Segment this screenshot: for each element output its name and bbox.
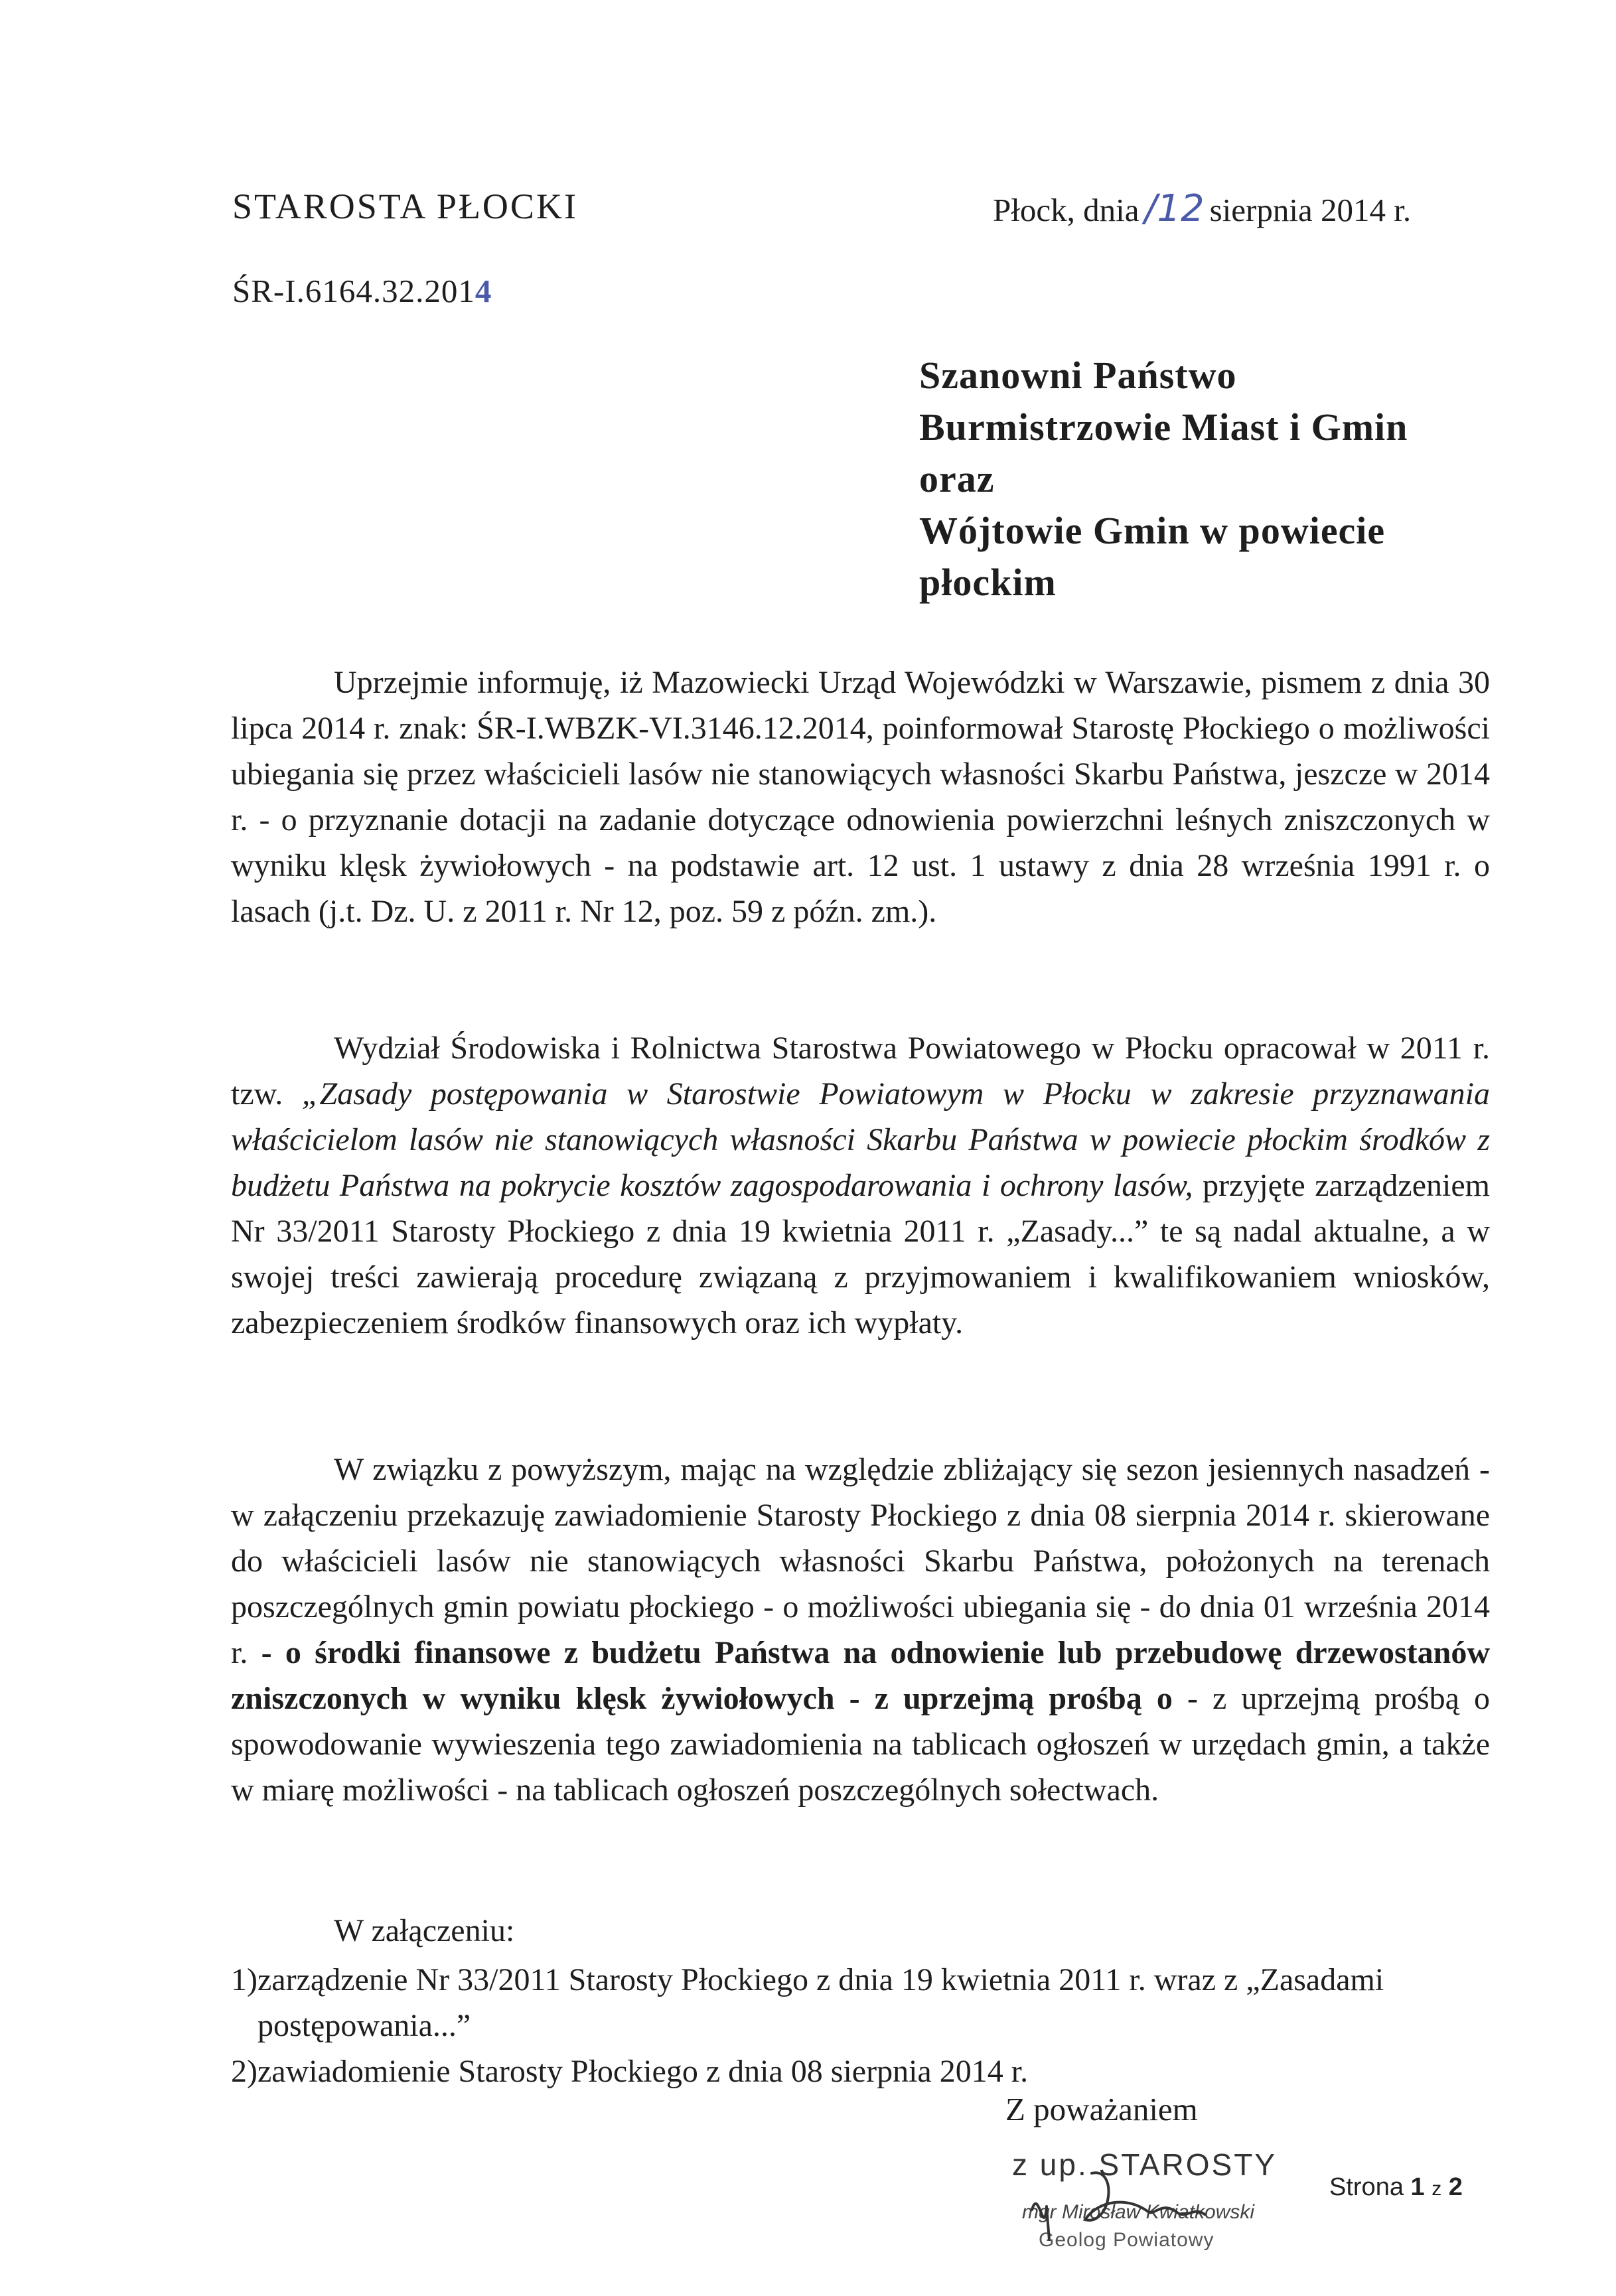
attachment-text: zarządzenie Nr 33/2011 Starosty Płockiego z dnia 19 kwietnia 2011 r. wraz z „Zasadami postępowania...” xyxy=(257,1962,1384,2043)
page-separator: z xyxy=(1432,2178,1442,2200)
p3-end: - z uprzejmą prośbą o spowodowanie wywieszenia tego zawiadomienia na tablicach ogłoszeń w urzędach gmin, a także w miarę możliwości - na tablicach ogłoszeń poszczególnych sołectwach. xyxy=(231,1681,1491,1808)
p3-bold: - o środki finansowe z budżetu Państwa na odnowienie lub przebudowę drzewostanów zniszczonych w wyniku klęsk żywiołowych - z uprzejmą prośbą o xyxy=(231,1635,1490,1716)
closing-salutation: Z poważaniem xyxy=(1005,2091,1198,2127)
attachments-label: W załączeniu: xyxy=(334,1913,515,1948)
reference-text: ŚR-I.6164.32.201 xyxy=(232,273,475,309)
handwritten-day: /12 xyxy=(1144,187,1205,230)
reference-number xyxy=(232,272,492,310)
paragraph-3 xyxy=(231,1447,1490,1813)
recipients-block xyxy=(919,350,1408,609)
recipient-line: oraz xyxy=(919,457,995,500)
page-number xyxy=(1329,2173,1463,2202)
attachment-number: 2) xyxy=(231,2054,257,2089)
recipient-line: Szanowni Państwo xyxy=(919,354,1237,397)
recipient-line: płockim xyxy=(919,561,1057,604)
letter-date xyxy=(993,187,1411,230)
reference-handwritten-digit: 4 xyxy=(475,273,492,309)
signature-stamp xyxy=(1012,2147,1324,2279)
attachment-item xyxy=(231,1957,1490,2048)
stamp-authority: z up. STAROSTY xyxy=(1012,2147,1278,2182)
attachment-item xyxy=(231,2048,1490,2094)
p2-start: Wydział Środowiska i Rolnictwa Starostwa Powiatowego w Płocku opracował w 2011 r. tzw. xyxy=(231,1031,1490,1112)
paragraph-1-text: Uprzejmie informuję, iż Mazowiecki Urząd Wojewódzki w Warszawie, pismem z dnia 30 lipca 2014 r. znak: ŚR-I.WBZK-VI.3146.12.2014, poinformował Starostę Płockiego o możliwości ubiegania się przez właścicieli lasów nie stanowiących własności Skarbu Państwa, jeszcze w 2014 r. - o przyznanie dotacji na zadanie dotyczące odnowienia powierzchni leśnych zniszczonych w wyniku klęsk żywiołowych - na podstawie art. 12 ust. 1 ustawy z dnia 28 września 1991 r. o lasach (j.t. Dz. U. z 2011 r. Nr 12, poz. 59 z późn. zm.). xyxy=(231,665,1490,929)
handwritten-signature xyxy=(1012,2147,1324,2279)
recipient-line: Burmistrzowie Miast i Gmin xyxy=(919,405,1408,449)
date-suffix: sierpnia 2014 r. xyxy=(1209,192,1412,228)
attachment-number: 1) xyxy=(231,1962,257,1997)
p3-start: W związku z powyższym, mając na względzie zbliżający się sezon jesiennych nasadzeń - w załączeniu przekazuję zawiadomienie Starosty Płockiego z dnia 08 sierpnia 2014 r. skierowane do właścicieli lasów nie stanowiących własności Skarbu Państwa, położonych na terenach poszczególnych gmin powiatu płockiego - o możliwości ubiegania się - do dnia 01 września 2014 r. xyxy=(231,1452,1490,1670)
paragraph-1 xyxy=(231,660,1490,934)
p2-quoted-title: „Zasady postępowania w Starostwie Powiatowym w Płocku w zakresie przyznawania właścicielom lasów nie stanowiących własności Skarbu Państwa w powiecie płockim środków z budżetu Państwa na pokrycie kosztów zagospodarowania i ochrony lasów, xyxy=(231,1076,1490,1203)
sender-heading: STAROSTA PŁOCKI xyxy=(232,186,578,226)
attachment-text: zawiadomienie Starosty Płockiego z dnia 08 sierpnia 2014 r. xyxy=(257,2054,1029,2089)
date-prefix: Płock, dnia xyxy=(993,192,1139,228)
attachments-list xyxy=(231,1957,1490,2094)
paragraph-2 xyxy=(231,1025,1490,1346)
stamp-title: Geolog Powiatowy xyxy=(1039,2229,1214,2251)
paragraph-2-text xyxy=(231,1025,1490,1346)
paragraph-3-text xyxy=(231,1447,1490,1813)
p2-end: przyjęte zarządzeniem Nr 33/2011 Starosty Płockiego z dnia 19 kwietnia 2011 r. „Zasady...” te są nadal aktualne, a w swojej treści zawierają procedurę związaną z przyjmowaniem i kwalifikowaniem wniosków, zabezpieczeniem środków finansowych oraz ich wypłaty. xyxy=(231,1168,1491,1340)
stamp-name: mgr Mirosław Kwiatkowski xyxy=(1022,2201,1255,2223)
page-total: 2 xyxy=(1448,2173,1463,2201)
page-label: Strona xyxy=(1329,2173,1404,2201)
recipient-line: Wójtowie Gmin w powiecie xyxy=(919,509,1386,552)
page-current: 1 xyxy=(1410,2173,1425,2201)
